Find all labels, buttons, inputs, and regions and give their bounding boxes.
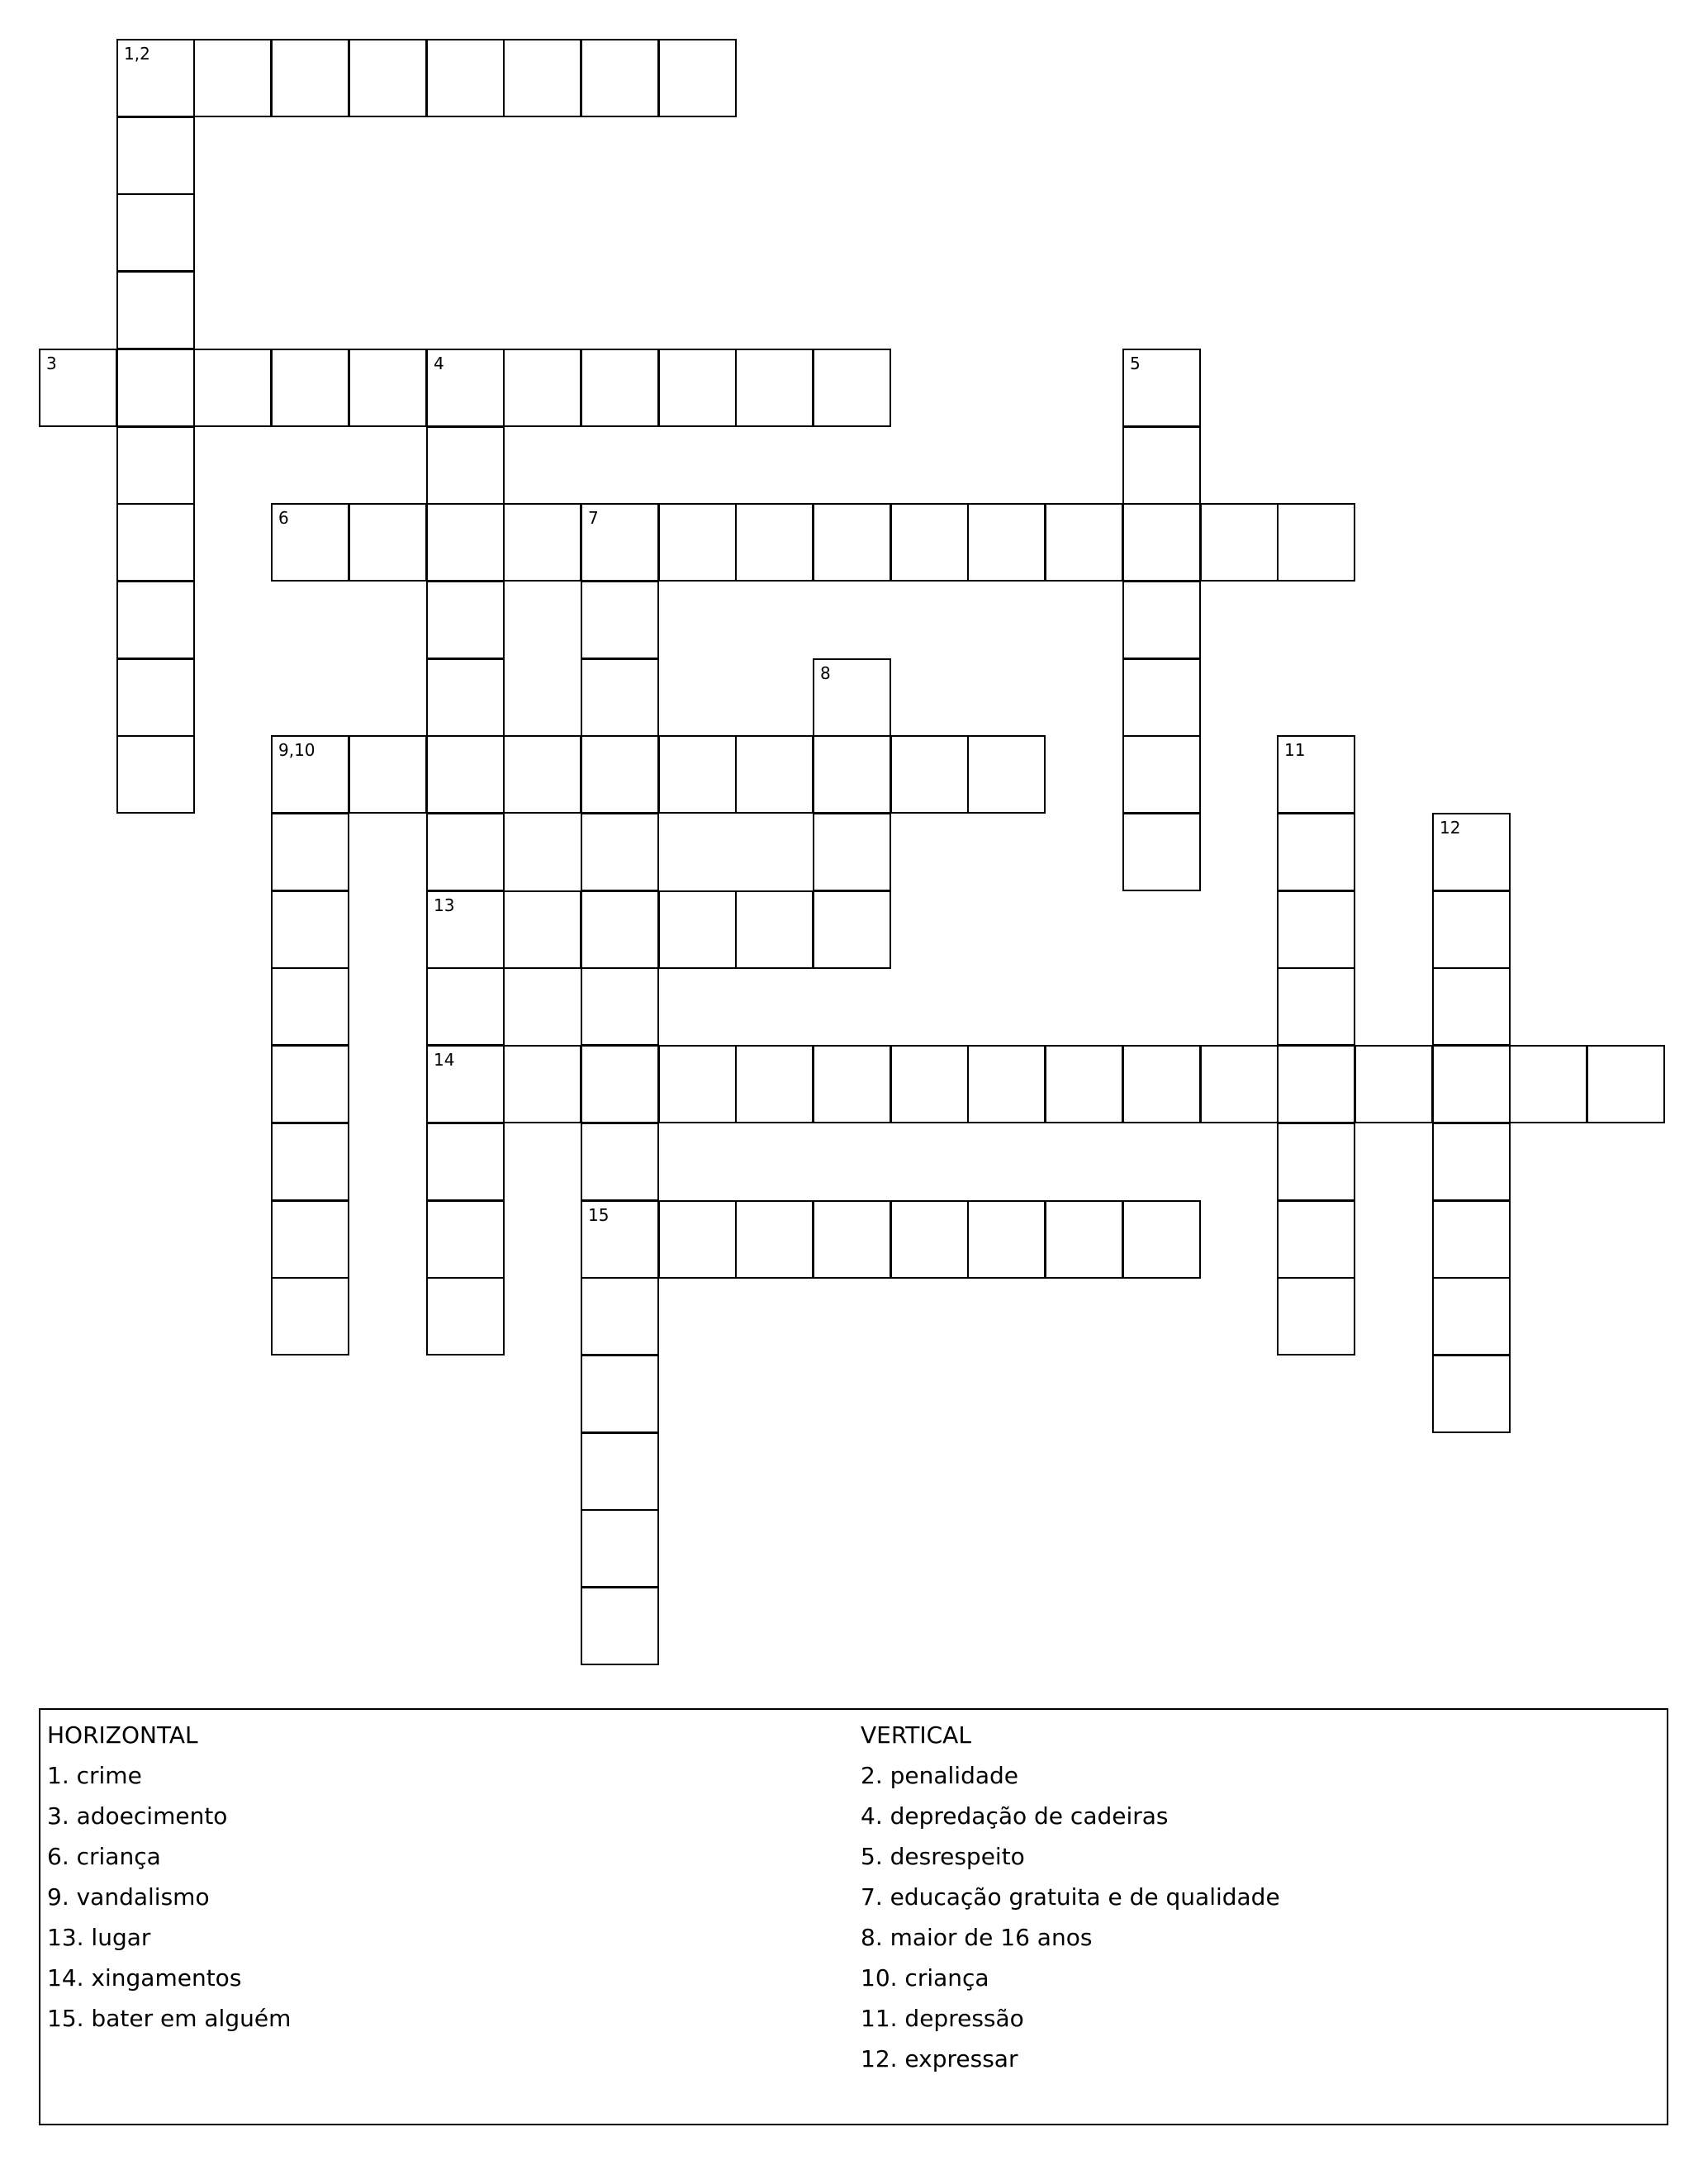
grid-cell[interactable] [426, 349, 505, 427]
grid-cell[interactable] [1432, 813, 1511, 891]
horizontal-clues [47, 1710, 291, 2039]
grid-cell[interactable] [735, 1045, 814, 1123]
grid-cell[interactable] [581, 1277, 659, 1355]
clue-number: 4 [434, 354, 444, 373]
grid-cell[interactable] [116, 349, 195, 427]
grid-cell[interactable] [193, 39, 272, 117]
grid-cell[interactable] [271, 503, 349, 582]
clue-vertical-12: 12. expressar [861, 2045, 1018, 2072]
grid-cell[interactable] [116, 426, 195, 505]
grid-cell[interactable] [1122, 1200, 1201, 1279]
clue-box [39, 1708, 1668, 2125]
clue-vertical-11: 11. depressão [861, 2005, 1024, 2032]
grid-cell[interactable] [426, 1123, 505, 1201]
grid-cell[interactable] [581, 735, 659, 814]
grid-cell[interactable] [813, 658, 891, 737]
grid-cell[interactable] [967, 1200, 1046, 1279]
grid-cell[interactable] [271, 967, 349, 1046]
grid-cell[interactable] [735, 1200, 814, 1279]
clue-number: 8 [820, 663, 831, 683]
grid-cell[interactable] [1045, 503, 1123, 582]
clue-number: 3 [46, 354, 57, 373]
grid-cell[interactable] [581, 1045, 659, 1123]
grid-cell[interactable] [890, 735, 969, 814]
grid-cell[interactable] [967, 503, 1046, 582]
grid-cell[interactable] [813, 890, 891, 969]
grid-cell[interactable] [116, 193, 195, 272]
grid-cell[interactable] [1432, 1200, 1511, 1279]
clue-vertical-2: 2. penalidade [861, 1762, 1019, 1789]
grid-cell[interactable] [426, 1045, 505, 1123]
grid-cell[interactable] [967, 735, 1046, 814]
vertical-heading: VERTICAL [861, 1721, 971, 1749]
grid-cell[interactable] [1432, 1355, 1511, 1433]
grid-cell[interactable] [426, 967, 505, 1046]
grid-cell[interactable] [658, 39, 737, 117]
grid-cell[interactable] [271, 813, 349, 891]
grid-cell[interactable] [116, 658, 195, 737]
clue-vertical-5: 5. desrespeito [861, 1843, 1025, 1870]
grid-cell[interactable] [967, 1045, 1046, 1123]
clue-horizontal-14: 14. xingamentos [47, 1964, 242, 1992]
grid-cell[interactable] [426, 813, 505, 891]
grid-cell[interactable] [813, 503, 891, 582]
grid-cell[interactable] [1122, 813, 1201, 891]
grid-cell[interactable] [813, 813, 891, 891]
grid-cell[interactable] [1509, 1045, 1587, 1123]
grid-cell[interactable] [581, 1432, 659, 1511]
grid-cell[interactable] [1277, 890, 1355, 969]
grid-cell[interactable] [503, 890, 581, 969]
grid-cell[interactable] [426, 39, 505, 117]
grid-cell[interactable] [426, 658, 505, 737]
grid-cell[interactable] [1122, 1045, 1201, 1123]
grid-cell[interactable] [1200, 1045, 1279, 1123]
grid-cell[interactable] [1045, 1200, 1123, 1279]
grid-cell[interactable] [349, 349, 427, 427]
grid-cell[interactable] [503, 1045, 581, 1123]
grid-cell[interactable] [581, 1587, 659, 1665]
grid-cell[interactable] [271, 735, 349, 814]
grid-cell[interactable] [116, 116, 195, 195]
grid-cell[interactable] [426, 1277, 505, 1355]
grid-cell[interactable] [1277, 1123, 1355, 1201]
grid-cell[interactable] [1432, 890, 1511, 969]
grid-cell[interactable] [581, 39, 659, 117]
grid-cell[interactable] [581, 813, 659, 891]
clue-vertical-8: 8. maior de 16 anos [861, 1924, 1093, 1951]
clue-horizontal-3: 3. adoecimento [47, 1802, 228, 1830]
grid-cell[interactable] [581, 967, 659, 1046]
grid-cell[interactable] [503, 735, 581, 814]
grid-cell[interactable] [271, 1200, 349, 1279]
grid-cell[interactable] [1277, 1200, 1355, 1279]
clue-number: 5 [1130, 354, 1141, 373]
grid-cell[interactable] [735, 503, 814, 582]
grid-cell[interactable] [1122, 426, 1201, 505]
grid-cell[interactable] [271, 1123, 349, 1201]
grid-cell[interactable] [658, 735, 737, 814]
grid-cell[interactable] [1122, 658, 1201, 737]
grid-cell[interactable] [271, 890, 349, 969]
grid-cell[interactable] [581, 658, 659, 737]
grid-cell[interactable] [349, 503, 427, 582]
clue-vertical-10: 10. criança [861, 1964, 989, 1992]
clue-number: 9,10 [278, 740, 316, 760]
grid-cell[interactable] [1122, 581, 1201, 659]
grid-cell[interactable] [116, 503, 195, 582]
grid-cell[interactable] [426, 1200, 505, 1279]
grid-cell[interactable] [735, 890, 814, 969]
grid-cell[interactable] [1045, 1045, 1123, 1123]
grid-cell[interactable] [426, 735, 505, 814]
clue-horizontal-9: 9. vandalismo [47, 1883, 210, 1911]
grid-cell[interactable] [813, 1200, 891, 1279]
grid-cell[interactable] [1122, 349, 1201, 427]
grid-cell[interactable] [1277, 503, 1355, 582]
grid-cell[interactable] [658, 349, 737, 427]
grid-cell[interactable] [116, 271, 195, 349]
grid-cell[interactable] [1200, 503, 1279, 582]
grid-cell[interactable] [813, 735, 891, 814]
grid-cell[interactable] [658, 1200, 737, 1279]
grid-cell[interactable] [503, 349, 581, 427]
clue-horizontal-15: 15. bater em alguém [47, 2005, 292, 2032]
grid-cell[interactable] [813, 1045, 891, 1123]
grid-cell[interactable] [1355, 1045, 1433, 1123]
grid-cell[interactable] [1277, 1045, 1355, 1123]
grid-cell[interactable] [1587, 1045, 1665, 1123]
grid-cell[interactable] [271, 1277, 349, 1355]
horizontal-heading: HORIZONTAL [47, 1721, 198, 1749]
grid-cell[interactable] [271, 349, 349, 427]
clue-number: 6 [278, 508, 289, 528]
grid-cell[interactable] [503, 503, 581, 582]
grid-cell[interactable] [581, 1355, 659, 1433]
grid-cell[interactable] [349, 39, 427, 117]
grid-cell[interactable] [658, 890, 737, 969]
clue-vertical-4: 4. depredação de cadeiras [861, 1802, 1169, 1830]
grid-cell[interactable] [890, 503, 969, 582]
grid-cell[interactable] [116, 735, 195, 814]
grid-cell[interactable] [890, 1200, 969, 1279]
grid-cell[interactable] [349, 735, 427, 814]
grid-cell[interactable] [581, 1123, 659, 1201]
grid-cell[interactable] [658, 1045, 737, 1123]
clue-number: 15 [588, 1205, 610, 1225]
grid-cell[interactable] [735, 349, 814, 427]
clue-number: 12 [1440, 818, 1461, 838]
grid-cell[interactable] [426, 581, 505, 659]
clue-number: 14 [434, 1050, 455, 1070]
grid-cell[interactable] [1277, 813, 1355, 891]
grid-cell[interactable] [890, 1045, 969, 1123]
grid-cell[interactable] [1432, 967, 1511, 1046]
grid-cell[interactable] [503, 39, 581, 117]
grid-cell[interactable] [581, 890, 659, 969]
grid-cell[interactable] [1122, 503, 1201, 582]
clue-number: 7 [588, 508, 599, 528]
clue-vertical-7: 7. educação gratuita e de qualidade [861, 1883, 1280, 1911]
grid-cell[interactable] [116, 39, 195, 117]
clue-number: 11 [1284, 740, 1306, 760]
clue-horizontal-6: 6. criança [47, 1843, 161, 1870]
clue-number: 13 [434, 895, 455, 915]
grid-cell[interactable] [581, 1200, 659, 1279]
grid-cell[interactable] [813, 349, 891, 427]
grid-cell[interactable] [426, 503, 505, 582]
grid-cell[interactable] [426, 890, 505, 969]
grid-cell[interactable] [581, 349, 659, 427]
grid-cell[interactable] [581, 1509, 659, 1588]
vertical-clues [861, 1710, 1280, 2079]
grid-cell[interactable] [658, 503, 737, 582]
grid-cell[interactable] [1432, 1123, 1511, 1201]
grid-cell[interactable] [1277, 735, 1355, 814]
grid-cell[interactable] [193, 349, 272, 427]
grid-cell[interactable] [39, 349, 117, 427]
grid-cell[interactable] [1432, 1277, 1511, 1355]
grid-cell[interactable] [426, 426, 505, 505]
grid-cell[interactable] [116, 581, 195, 659]
grid-cell[interactable] [1277, 1277, 1355, 1355]
grid-cell[interactable] [271, 39, 349, 117]
grid-cell[interactable] [1277, 967, 1355, 1046]
clue-horizontal-1: 1. crime [47, 1762, 142, 1789]
grid-cell[interactable] [271, 1045, 349, 1123]
clue-horizontal-13: 13. lugar [47, 1924, 151, 1951]
grid-cell[interactable] [1122, 735, 1201, 814]
grid-cell[interactable] [581, 503, 659, 582]
grid-cell[interactable] [735, 735, 814, 814]
grid-cell[interactable] [581, 581, 659, 659]
grid-cell[interactable] [1432, 1045, 1511, 1123]
clue-number: 1,2 [124, 44, 150, 64]
